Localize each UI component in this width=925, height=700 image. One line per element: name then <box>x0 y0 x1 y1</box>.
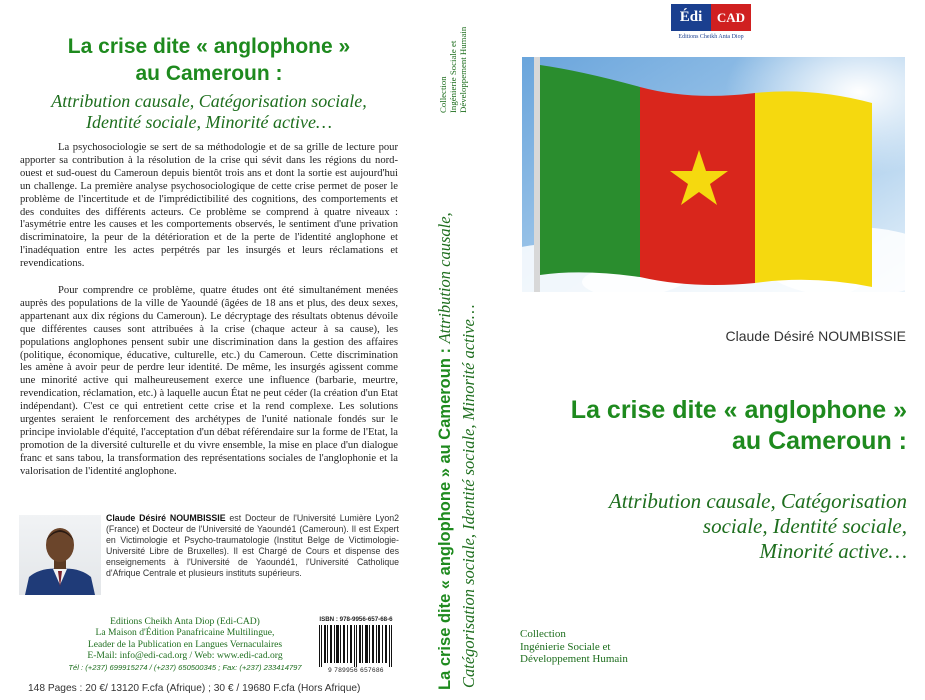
front-collection-line: Ingénierie Sociale et <box>520 640 611 653</box>
summary-paragraph-2 <box>20 285 398 479</box>
logo-caption: Editions Cheikh Anta Diop <box>678 34 744 40</box>
spine-title <box>435 212 455 690</box>
front-subtitle-line: Minorité active… <box>759 539 907 563</box>
front-subtitle-line: Attribution causale, Catégorisation <box>608 489 907 513</box>
front-cover-subtitle <box>520 489 907 564</box>
cameroon-flag-image <box>522 57 905 292</box>
back-subtitle-line1: Attribution causale, Catégorisation sociale, <box>51 91 367 111</box>
spine-collection-line: Collection <box>438 76 448 113</box>
spine-collection <box>439 21 468 113</box>
publisher-contact: E-Mail: info@edi-cad.org / Web: www.edi-cad.org <box>87 650 283 662</box>
spine-title-text: La crise dite « anglophone » au Cameroun : <box>436 348 454 690</box>
barcode-digits: 9 789956 657686 <box>328 667 384 674</box>
front-collection <box>520 628 628 666</box>
paragraph-text: Pour comprendre ce problème, quatre études ont été simultanément menées auprès des populations de la ville de Yaoundé (âgées de 18 ans et plus, des deux sexes, appartenant aux dix régions du Cameroun). Le décryptage des résultats obtenus dévoile que différentes causes sont attribuées à la crise (chaque acteur à sa cause), les populations anglophones pensent subir une discrimination dans la gestion des affaires (politique, économique, éducative, culturelle, etc.) du Cameroun. Cette discrimination les amène à avoir peur de perdre leur identité. De même, les insurgés agissent comme une minorité active qui malheureusement exerce une influence (barbarie, meurtre, revendication, réclamation, etc.) à laquelle aucun État ne peut céder (la création d'un Etat indépendant). C'est ce qui entretient cette crise et la rend complexe. Les solutions urgentes seraient le renforcement des archétypes de l'unité nationale fondés sur le principe inviolable d'équité, l'acceptation d'un débat référendaire sur la forme de l'Etat, la promotion de la diversité culturelle et du vivre ensemble, la mise en place d'un dialogue franc et sans tabou, la transformation des représentations sociales de l'anglophonie et la valorisation de l'identité anglophone. <box>20 285 398 477</box>
front-title-line2: au Cameroun : <box>731 427 907 455</box>
author-photo <box>19 515 101 595</box>
back-title-line1: La crise dite « anglophone » <box>67 35 351 58</box>
front-collection-line: Collection <box>520 628 566 640</box>
bio-text: est Docteur de l'Université Lumière Lyon2 (France) et Docteur de l'Université de Yaoundé1 (Cameroun). Il est Expert en Victimologie et Psycho-traumatologie (Institut Belge de Victimologie-Université Libre de Bruxelles). Il est Chargé de Cours et dispense des enseignements à l'Université de Yaoundé1, l'Université Catholique d'Afrique Centrale et plusieurs instituts supérieurs. <box>106 513 399 578</box>
publisher-tagline: La Maison d'Édition Panafricaine Multilingue, <box>95 627 275 639</box>
publisher-logo <box>671 4 751 40</box>
back-subtitle-line2: Identité sociale, Minorité active… <box>86 112 332 132</box>
front-title-line1: La crise dite « anglophone » <box>570 396 907 424</box>
publisher-telephone: Tél : (+237) 699915274 / (+237) 650500345 ; Fax: (+237) 233414797 <box>68 662 302 672</box>
spine-subtitle-part2: Catégorisation sociale, Identité sociale, Minorité active… <box>459 304 478 688</box>
publisher-name: Editions Cheikh Anta Diop (Edi-CAD) <box>110 616 260 627</box>
spine-subtitle-part1: Attribution causale, <box>435 212 454 344</box>
back-title-line2: au Cameroun : <box>135 62 283 85</box>
logo-right-text: CAD <box>711 4 751 31</box>
back-cover <box>0 0 418 700</box>
bio-author-name: Claude Désiré NOUMBISSIE <box>106 513 226 523</box>
publisher-info <box>60 616 310 673</box>
author-name: Claude Désiré NOUMBISSIE <box>725 328 906 344</box>
publisher-tagline-2: Leader de la Publication en Langues Vernaculaires <box>87 638 283 650</box>
summary-paragraph-1 <box>20 142 398 271</box>
isbn-barcode <box>313 616 399 678</box>
paragraph-text: La psychosociologie se sert de sa méthodologie et de sa grille de lecture pour apporter sa contribution à la résolution de la crise qui sévit dans les régions du nord-ouest et sud-ouest du Cameroun depuis bientôt trois ans et dont la sortie est aujourd'hui un challenge. La première analyse psychosociologique de cette crise permet de poser le problème de l'incertitude et de l'imprédictibilité des cognitions, des comportements et des conduites des différents acteurs. Ce problème se comprend à quatre niveaux : l'asymétrie entre les causes et les comportements observés, le sentiment d'une privation discriminatoire, la peur de la détérioration et de la perte de l'identité anglophone et l'inadéquation entre les actes perpétrés par les insurgés et leurs réclamations et revendications. <box>20 142 398 270</box>
logo-left-text: Édi <box>671 4 711 31</box>
price-line: 148 Pages : 20 €/ 13120 F.cfa (Afrique) ; 30 € / 19680 F.cfa (Hors Afrique) <box>28 683 361 694</box>
back-cover-title <box>0 33 418 87</box>
spine-collection-line: Développement Humain <box>457 26 468 113</box>
front-collection-line: Développement Humain <box>520 653 628 666</box>
spine-collection-line: Ingénierie Sociale et <box>447 40 458 113</box>
author-bio <box>106 513 399 579</box>
isbn-number: ISBN : 978-9956-657-68-6 <box>319 616 393 623</box>
front-cover-title <box>500 395 907 457</box>
front-subtitle-line: sociale, Identité sociale, <box>702 514 907 538</box>
back-cover-subtitle <box>0 91 418 133</box>
barcode-icon <box>313 625 399 667</box>
